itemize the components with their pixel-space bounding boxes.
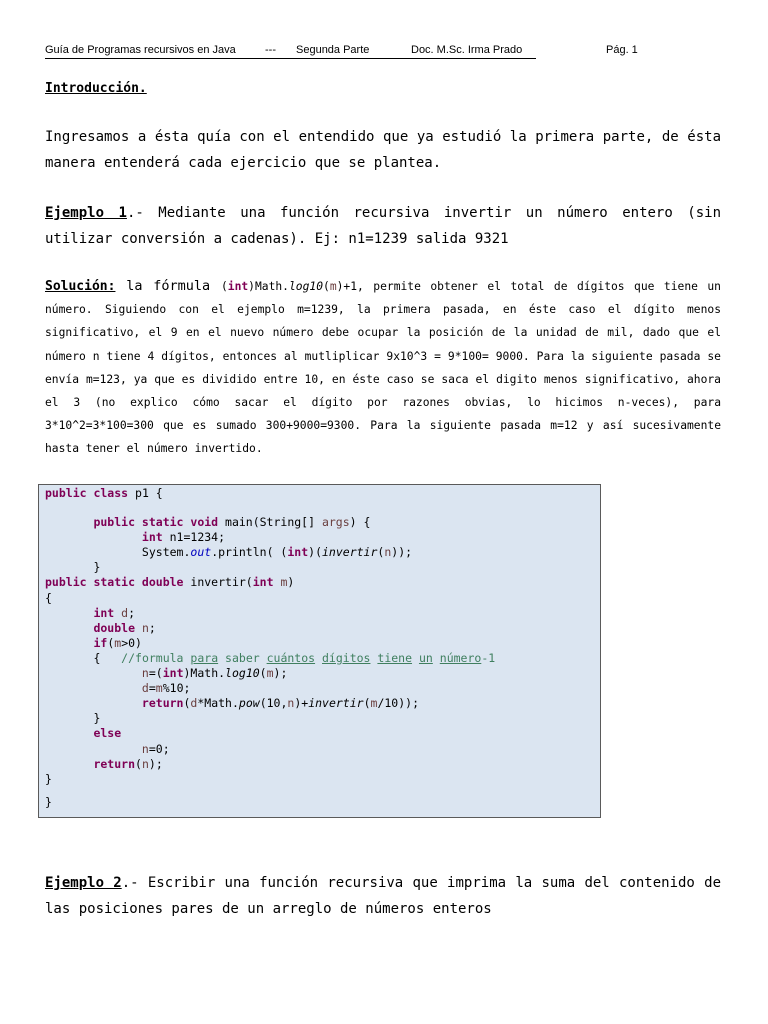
example-1-label: Ejemplo 1	[45, 205, 127, 221]
example-1-text: .- Mediante una función recursiva invertir un número entero (sin utilizar conversión a cadenas). Ej: n1=1239 salida 9321	[45, 205, 722, 247]
solution-paragraph	[45, 275, 721, 461]
code-comment: //formula para saber cuántos dígitos tiene un número-1	[114, 651, 496, 665]
code-line: n=0;	[45, 742, 170, 756]
code-line: public static double invertir(int m)	[45, 575, 295, 589]
code-line: if(m>0)	[45, 636, 142, 650]
code-line: return(d*Math.pow(10,n)+invertir(m/10));	[45, 696, 419, 710]
code-line: else	[45, 726, 122, 740]
example-2-paragraph	[45, 870, 721, 922]
code-line: double n;	[45, 621, 156, 635]
code-line: }	[45, 772, 52, 786]
example-2-text: .- Escribir una función recursiva que imprima la suma del contenido de las posiciones pares de un arreglo de números enteros	[45, 875, 721, 917]
code-line: }	[45, 711, 101, 725]
code-line: public class p1 {	[45, 486, 163, 500]
solution-label: Solución:	[45, 279, 116, 294]
code-line: n=(int)Math.log10(m);	[45, 666, 288, 680]
code-line: System.out.println( (int)(invertir(n));	[45, 545, 413, 559]
code-line: public static void main(String[] args) {	[45, 515, 371, 529]
header-rule	[45, 58, 536, 59]
solution-lead: la fórmula	[115, 278, 221, 294]
intro-text: Ingresamos a ésta quía con el entendido que ya estudió la primera parte, de ésta manera entenderá cada ejercicio que se plantea.	[45, 129, 721, 171]
code-line: int d;	[45, 606, 136, 620]
example-1-paragraph	[45, 200, 721, 252]
intro-title: Introducción.	[45, 81, 147, 96]
header-separator: ---	[265, 44, 276, 56]
code-line: }	[45, 560, 101, 574]
header-page-number: Pág. 1	[606, 44, 638, 56]
header-guide-title: Guía de Programas recursivos en Java	[45, 44, 236, 56]
solution-text: , permite obtener el total de dígitos que tiene un número. Siguiendo con el ejemplo m=1239, la primera pasada, en éste caso el dígito menos significativo, el 9 en el nuevo número debe ocupar la posición de la unidad de mil, dado que el número n tiene 4 dígitos, entonces al mutliplicar 9x10^3 = 9*100= 9000. Para la siguiente pasada se envía m=123, ya que es dividido entre 10, en éste caso se saca el digito menos significativo, ahora el 3 (no explico cómo sacar el dígito por razones obvias, lo hicimos n-veces), para 3*10^2=3*100=300 que es sumado 300+9000=9300. Para la siguiente pasada m=12 y así sucesivamente hasta tener el número invertido.	[45, 280, 721, 456]
code-line: return(n);	[45, 757, 163, 771]
code-line: { //formula para saber cuántos dígitos tiene un número-1	[45, 651, 496, 665]
formula: (int)Math.log10(m)+1	[220, 280, 358, 293]
code-line: d=m%10;	[45, 681, 191, 695]
header-part: Segunda Parte	[296, 44, 370, 56]
example-2-label: Ejemplo 2	[45, 875, 122, 891]
code-block	[38, 484, 601, 818]
code-line: int n1=1234;	[45, 530, 226, 544]
code-line: }	[45, 795, 52, 809]
header-author: Doc. M.Sc. Irma Prado	[411, 44, 523, 56]
code-line: {	[45, 591, 52, 605]
